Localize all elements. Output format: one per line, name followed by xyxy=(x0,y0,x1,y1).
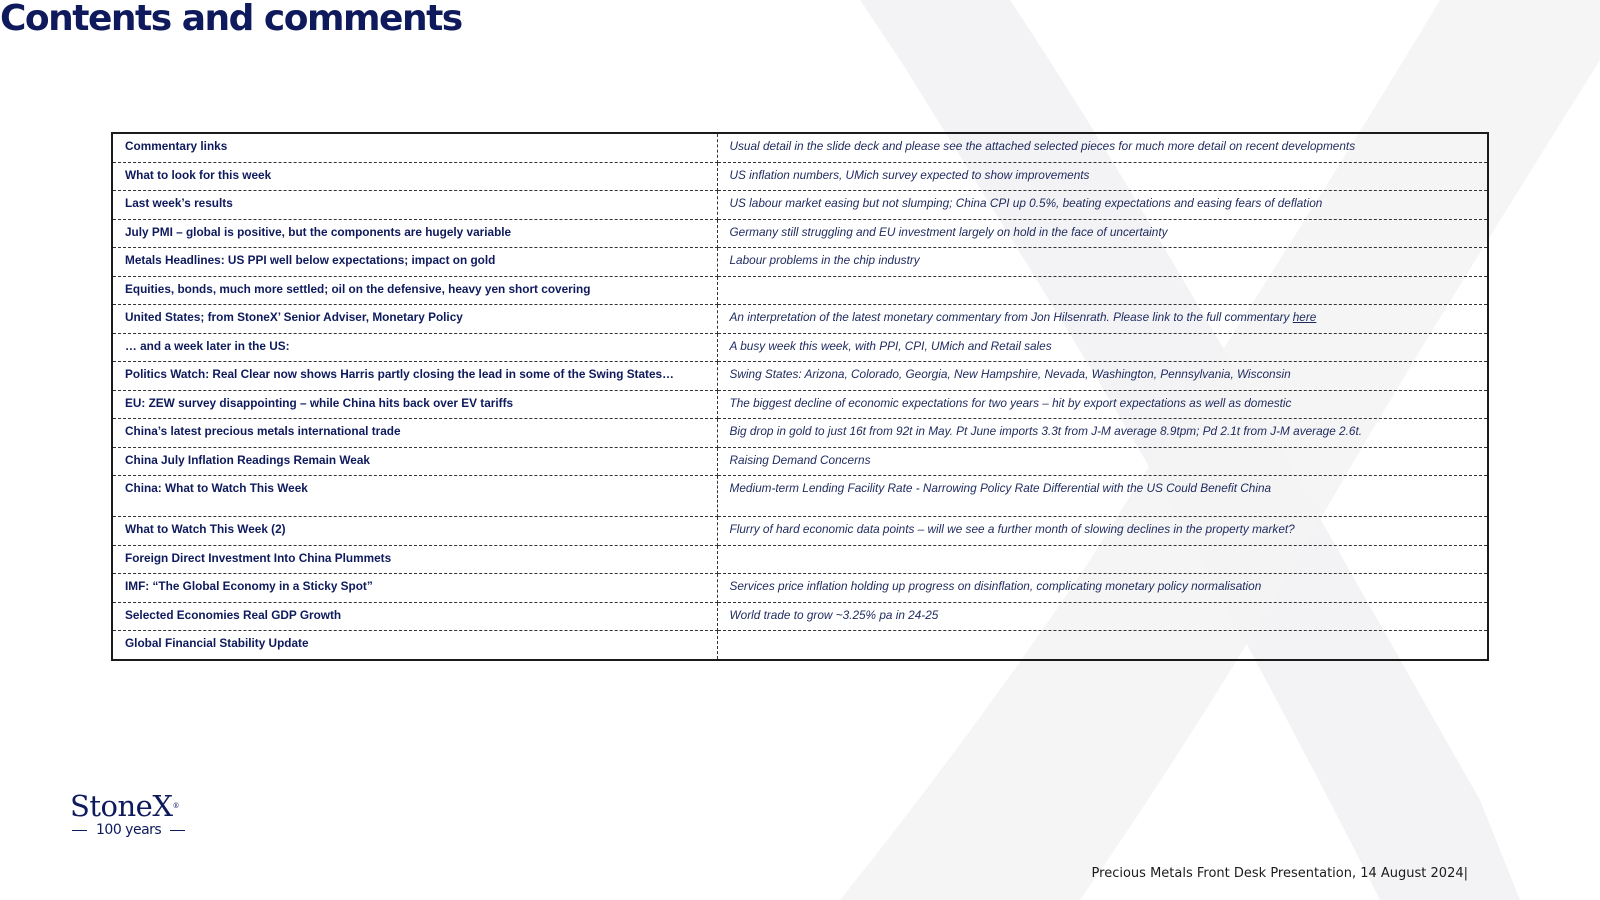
topic-cell: What to look for this week xyxy=(112,162,717,191)
comment-text: A busy week this week, with PPI, CPI, UMich and Retail sales xyxy=(729,338,1052,353)
table-row xyxy=(112,162,1488,191)
page-title: Contents and comments xyxy=(0,0,462,39)
topic-cell: … and a week later in the US: xyxy=(112,333,717,362)
comment-text: Services price inflation holding up progress on disinflation, complicating monetary policy normalisation xyxy=(729,579,1262,593)
table-row xyxy=(112,219,1488,248)
table-row xyxy=(112,517,1488,546)
comment-cell xyxy=(717,362,1488,391)
table-row xyxy=(112,574,1488,603)
comment-cell xyxy=(717,276,1488,305)
comment-text: US inflation numbers, UMich survey expected to show improvements xyxy=(729,167,1090,182)
logo-tagline: 100 years xyxy=(72,822,185,838)
comment-text: Labour problems in the chip industry xyxy=(729,253,920,267)
tagline-dash-left xyxy=(72,830,87,831)
topic-cell: China: What to Watch This Week xyxy=(112,476,717,517)
comment-text: Swing States: Arizona, Colorado, Georgia, New Hampshire, Nevada, Washington, Pennsylvania, Wisconsin xyxy=(729,367,1291,381)
comment-cell xyxy=(717,447,1488,476)
table-row xyxy=(112,362,1488,391)
table-row xyxy=(112,476,1488,517)
table-row xyxy=(112,545,1488,574)
comment-text: Flurry of hard economic data points – will we see a further month of slowing declines in the property market? xyxy=(729,522,1295,536)
topic-cell: Global Financial Stability Update xyxy=(112,631,717,660)
contents-table xyxy=(111,132,1489,661)
table-row xyxy=(112,333,1488,362)
comment-cell xyxy=(717,333,1488,362)
tagline-dash-right xyxy=(170,830,185,831)
comment-cell xyxy=(717,574,1488,603)
table-row xyxy=(112,631,1488,660)
comment-text: Medium-term Lending Facility Rate - Narrowing Policy Rate Differential with the US Could Benefit China xyxy=(729,481,1272,495)
table-row xyxy=(112,305,1488,334)
comment-cell xyxy=(717,133,1488,162)
comment-text: Usual detail in the slide deck and please see the attached selected pieces for much more detail on recent developments xyxy=(729,139,1356,153)
comment-cell xyxy=(717,219,1488,248)
comment-text: US labour market easing but not slumping; China CPI up 0.5%, beating expectations and easing fears of deflation xyxy=(729,196,1323,210)
table-row xyxy=(112,248,1488,277)
comment-cell xyxy=(717,419,1488,448)
topic-cell: Commentary links xyxy=(112,133,717,162)
comment-cell xyxy=(717,305,1488,334)
topic-cell: Metals Headlines: US PPI well below expectations; impact on gold xyxy=(112,248,717,277)
comment-cell xyxy=(717,545,1488,574)
footer-text: Precious Metals Front Desk Presentation, 14 August 2024| xyxy=(1091,866,1468,881)
table-row xyxy=(112,276,1488,305)
topic-cell: China July Inflation Readings Remain Weak xyxy=(112,447,717,476)
topic-cell: July PMI – global is positive, but the components are hugely variable xyxy=(112,219,717,248)
comment-text: Germany still struggling and EU investment largely on hold in the face of uncertainty xyxy=(729,224,1168,239)
table-row xyxy=(112,390,1488,419)
topic-cell: What to Watch This Week (2) xyxy=(112,517,717,546)
table-row xyxy=(112,602,1488,631)
comment-text: Big drop in gold to just 16t from 92t in May. Pt June imports 3.3t from J-M average 8.9tpm; Pd 2.1t from J-M average 2.6t. xyxy=(729,424,1363,438)
comment-cell xyxy=(717,476,1488,517)
topic-cell: United States; from StoneX’ Senior Adviser, Monetary Policy xyxy=(112,305,717,334)
topic-cell: Foreign Direct Investment Into China Plummets xyxy=(112,545,717,574)
topic-cell: Last week’s results xyxy=(112,191,717,220)
stonex-logo xyxy=(70,790,185,838)
topic-cell: Equities, bonds, much more settled; oil on the defensive, heavy yen short covering xyxy=(112,276,717,305)
comment-cell xyxy=(717,631,1488,660)
comment-cell xyxy=(717,602,1488,631)
comment-cell xyxy=(717,191,1488,220)
table-row xyxy=(112,447,1488,476)
topic-cell: Selected Economies Real GDP Growth xyxy=(112,602,717,631)
topic-cell: EU: ZEW survey disappointing – while China hits back over EV tariffs xyxy=(112,390,717,419)
comment-cell xyxy=(717,390,1488,419)
comment-cell xyxy=(717,248,1488,277)
topic-cell: China’s latest precious metals international trade xyxy=(112,419,717,448)
topic-cell: Politics Watch: Real Clear now shows Harris partly closing the lead in some of the Swing States… xyxy=(112,362,717,391)
table-row xyxy=(112,133,1488,162)
topic-cell: IMF: “The Global Economy in a Sticky Spot” xyxy=(112,574,717,603)
comment-text: World trade to grow ~3.25% pa in 24-25 xyxy=(729,607,939,622)
table-row xyxy=(112,419,1488,448)
comment-text: An interpretation of the latest monetary commentary from Jon Hilsenrath. Please link to the full commentary xyxy=(729,310,1293,324)
logo-wordmark: StoneX® xyxy=(70,789,179,823)
comment-text: The biggest decline of economic expectations for two years – hit by export expectations as well as domestic xyxy=(729,395,1292,410)
commentary-link[interactable]: here xyxy=(1292,310,1317,324)
table-row xyxy=(112,191,1488,220)
comment-text: Raising Demand Concerns xyxy=(729,452,871,467)
contents-table-body xyxy=(112,133,1488,660)
comment-cell xyxy=(717,162,1488,191)
comment-cell xyxy=(717,517,1488,546)
